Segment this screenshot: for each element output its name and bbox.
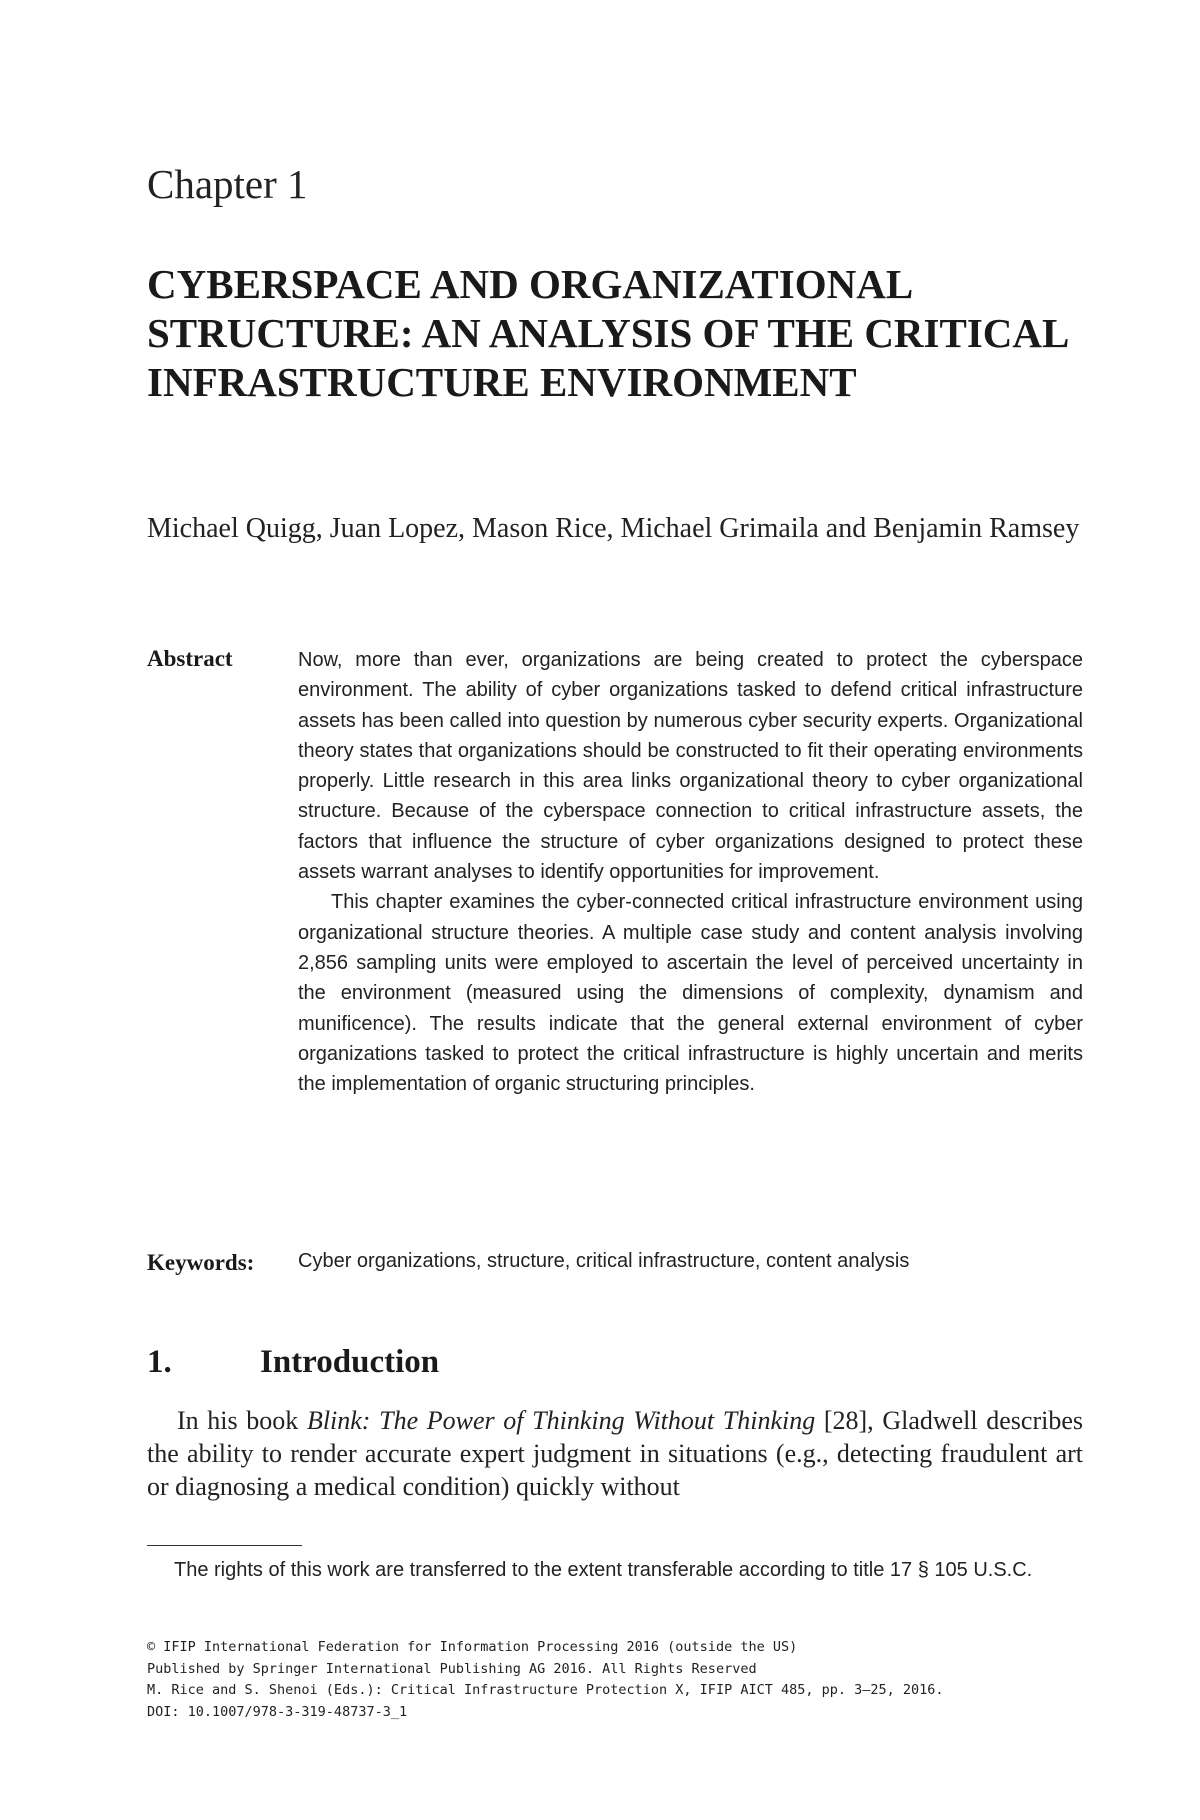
abstract-body	[298, 645, 1083, 1099]
intro-paragraph	[147, 1404, 1083, 1503]
keywords-text: Cyber organizations, structure, critical infrastructure, content analysis	[298, 1250, 910, 1272]
footnote: The rights of this work are transferred to the extent transferable according to title 17 § 105 U.S.C.	[174, 1559, 1033, 1581]
section-number: 1.	[147, 1344, 172, 1380]
book-title: Blink: The Power of Thinking Without Thinking	[306, 1406, 816, 1435]
abstract-paragraph: Now, more than ever, organizations are being created to protect the cyberspace environment. The ability of cyber organizations tasked to defend critical infrastructure assets has been called into question by numerous cyber security experts. Organizational theory states that organizations should be constructed to fit their operating environments properly. Little research in this area links organizational theory to cyber organizational structure. Because of the cyberspace connection to critical infrastructure assets, the factors that influence the structure of cyber organizations designed to protect these assets warrant analyses to identify opportunities for improvement.	[298, 649, 1083, 884]
intro-text-before: In his book	[177, 1406, 307, 1435]
section-heading	[147, 1344, 439, 1381]
section-title: Introduction	[260, 1344, 440, 1380]
keywords-label: Keywords:	[147, 1250, 255, 1275]
chapter-title: CYBERSPACE AND ORGANIZATIONAL STRUCTURE: AN ANALYSIS OF THE CRITICAL INFRASTRUCTURE ENVIRONMENT	[147, 261, 1068, 405]
abstract-paragraph: This chapter examines the cyber-connected critical infrastructure environment using organizational structure theories. A multiple case study and content analysis involving 2,856 sampling units were employed to ascertain the level of perceived uncertainty in the environment (measured using the dimensions of complexity, dynamism and munificence). The results indicate that the general external environment of cyber organizations tasked to protect the critical infrastructure is highly uncertain and merits the implementation of organic structuring principles.	[298, 891, 1083, 1096]
intro-text-after: [28], Gladwell describes the ability to render accurate expert judgment in situations (e.g., detecting fraudulent art or diagnosing a medical condition) quickly without	[147, 1406, 1084, 1501]
citation-line: M. Rice and S. Shenoi (Eds.): Critical Infrastructure Protection X, IFIP AICT 485, pp. 3–25, 2016.	[147, 1682, 944, 1698]
abstract-label: Abstract	[147, 646, 233, 671]
chapter-label: Chapter 1	[147, 161, 308, 207]
footnote-rule	[147, 1545, 302, 1546]
doi-line: DOI: 10.1007/978-3-319-48737-3_1	[147, 1703, 408, 1720]
copyright-block	[147, 1637, 1107, 1723]
copyright-line: © IFIP International Federation for Information Processing 2016 (outside the US)	[147, 1639, 798, 1655]
author-list: Michael Quigg, Juan Lopez, Mason Rice, Michael Grimaila and Benjamin Ramsey	[147, 513, 1080, 544]
publisher-line: Published by Springer International Publishing AG 2016. All Rights Reserved	[147, 1660, 757, 1677]
